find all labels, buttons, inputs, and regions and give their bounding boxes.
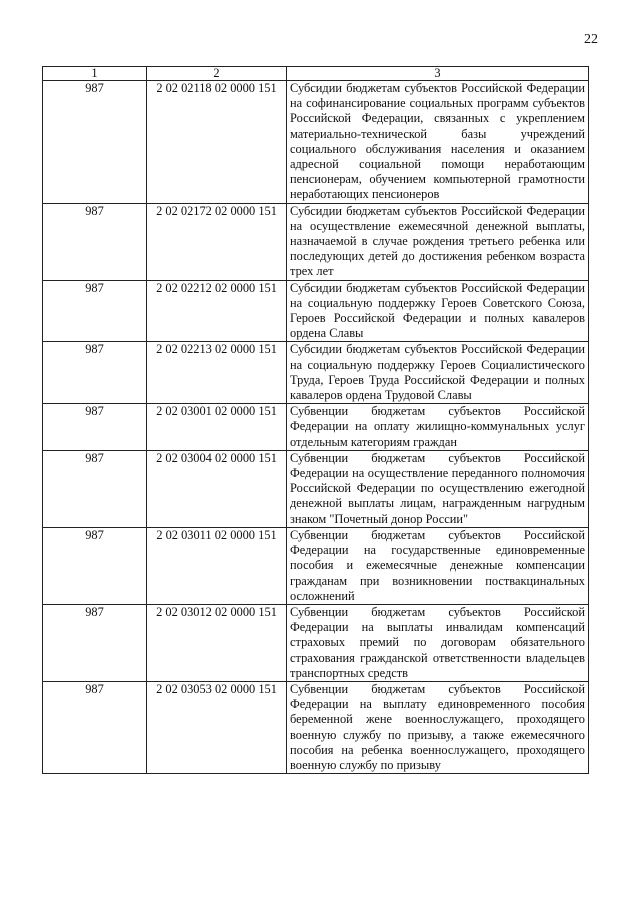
revenue-name-cell: Субвенции бюджетам субъектов Российской Федерации на осуществление переданного полномочия Российской Федерации по осуществлению ежегодной денежной выплаты лицам, награжденным нагрудным знаком "Почетный донор России"	[287, 450, 589, 527]
revenue-name-cell: Субсидии бюджетам субъектов Российской Федерации на социальную поддержку Героев Советского Союза, Героев Российской Федерации и полных кавалеров ордена Славы	[287, 280, 589, 342]
revenue-name-cell: Субвенции бюджетам субъектов Российской Федерации на выплаты инвалидам компенсаций страховых премий по договорам обязательного страхования гражданской ответственности владельцев транспортных средств	[287, 604, 589, 681]
table-row	[43, 404, 589, 451]
revenue-name-cell: Субвенции бюджетам субъектов Российской Федерации на выплату единовременного пособия беременной жене военнослужащего, проходящего военную службу по призыву, а также ежемесячного пособия на ребенка военнослужащего, проходящего военную службу по призыву	[287, 681, 589, 773]
column-header-1: 1	[43, 67, 147, 81]
admin-code-cell: 987	[43, 681, 147, 773]
table-header-row	[43, 67, 589, 81]
revenue-name-cell: Субсидии бюджетам субъектов Российской Федерации на социальную поддержку Героев Социалистического Труда, Героев Труда Российской Федерации и полных кавалеров ордена Трудовой Славы	[287, 342, 589, 404]
column-header-3: 3	[287, 67, 589, 81]
revenue-name-cell: Субвенции бюджетам субъектов Российской Федерации на оплату жилищно-коммунальных услуг отдельным категориям граждан	[287, 404, 589, 451]
table-row	[43, 81, 589, 204]
budget-code-cell: 2 02 02118 02 0000 151	[147, 81, 287, 204]
admin-code-cell: 987	[43, 450, 147, 527]
table-row	[43, 203, 589, 280]
revenue-name-cell: Субвенции бюджетам субъектов Российской Федерации на государственные единовременные пособия и ежемесячные денежные компенсации гражданам при возникновении поствакцинальных осложнений	[287, 527, 589, 604]
admin-code-cell: 987	[43, 527, 147, 604]
admin-code-cell: 987	[43, 604, 147, 681]
table-row	[43, 280, 589, 342]
table-row	[43, 681, 589, 773]
budget-code-cell: 2 02 03053 02 0000 151	[147, 681, 287, 773]
revenue-name-cell: Субсидии бюджетам субъектов Российской Федерации на осуществление ежемесячной денежной выплаты, назначаемой в случае рождения третьего ребенка или последующих детей до достижения ребенком возраста трех лет	[287, 203, 589, 280]
budget-code-cell: 2 02 02212 02 0000 151	[147, 280, 287, 342]
table-row	[43, 450, 589, 527]
table-row	[43, 342, 589, 404]
budget-code-cell: 2 02 03011 02 0000 151	[147, 527, 287, 604]
budget-code-cell: 2 02 02172 02 0000 151	[147, 203, 287, 280]
budget-code-cell: 2 02 03012 02 0000 151	[147, 604, 287, 681]
admin-code-cell: 987	[43, 404, 147, 451]
admin-code-cell: 987	[43, 81, 147, 204]
budget-classification-table	[42, 66, 589, 774]
budget-code-cell: 2 02 03001 02 0000 151	[147, 404, 287, 451]
table-row	[43, 527, 589, 604]
revenue-name-cell: Субсидии бюджетам субъектов Российской Федерации на софинансирование социальных программ субъектов Российской Федерации, связанных с укреплением материально-технической базы учреждений социального обслуживания населения и оказанием адресной социальной помощи неработающим пенсионерам, обучением компьютерной грамотности неработающих пенсионеров	[287, 81, 589, 204]
budget-code-cell: 2 02 03004 02 0000 151	[147, 450, 287, 527]
page-number: 22	[584, 32, 598, 47]
admin-code-cell: 987	[43, 280, 147, 342]
table-row	[43, 604, 589, 681]
admin-code-cell: 987	[43, 342, 147, 404]
column-header-2: 2	[147, 67, 287, 81]
admin-code-cell: 987	[43, 203, 147, 280]
budget-code-cell: 2 02 02213 02 0000 151	[147, 342, 287, 404]
